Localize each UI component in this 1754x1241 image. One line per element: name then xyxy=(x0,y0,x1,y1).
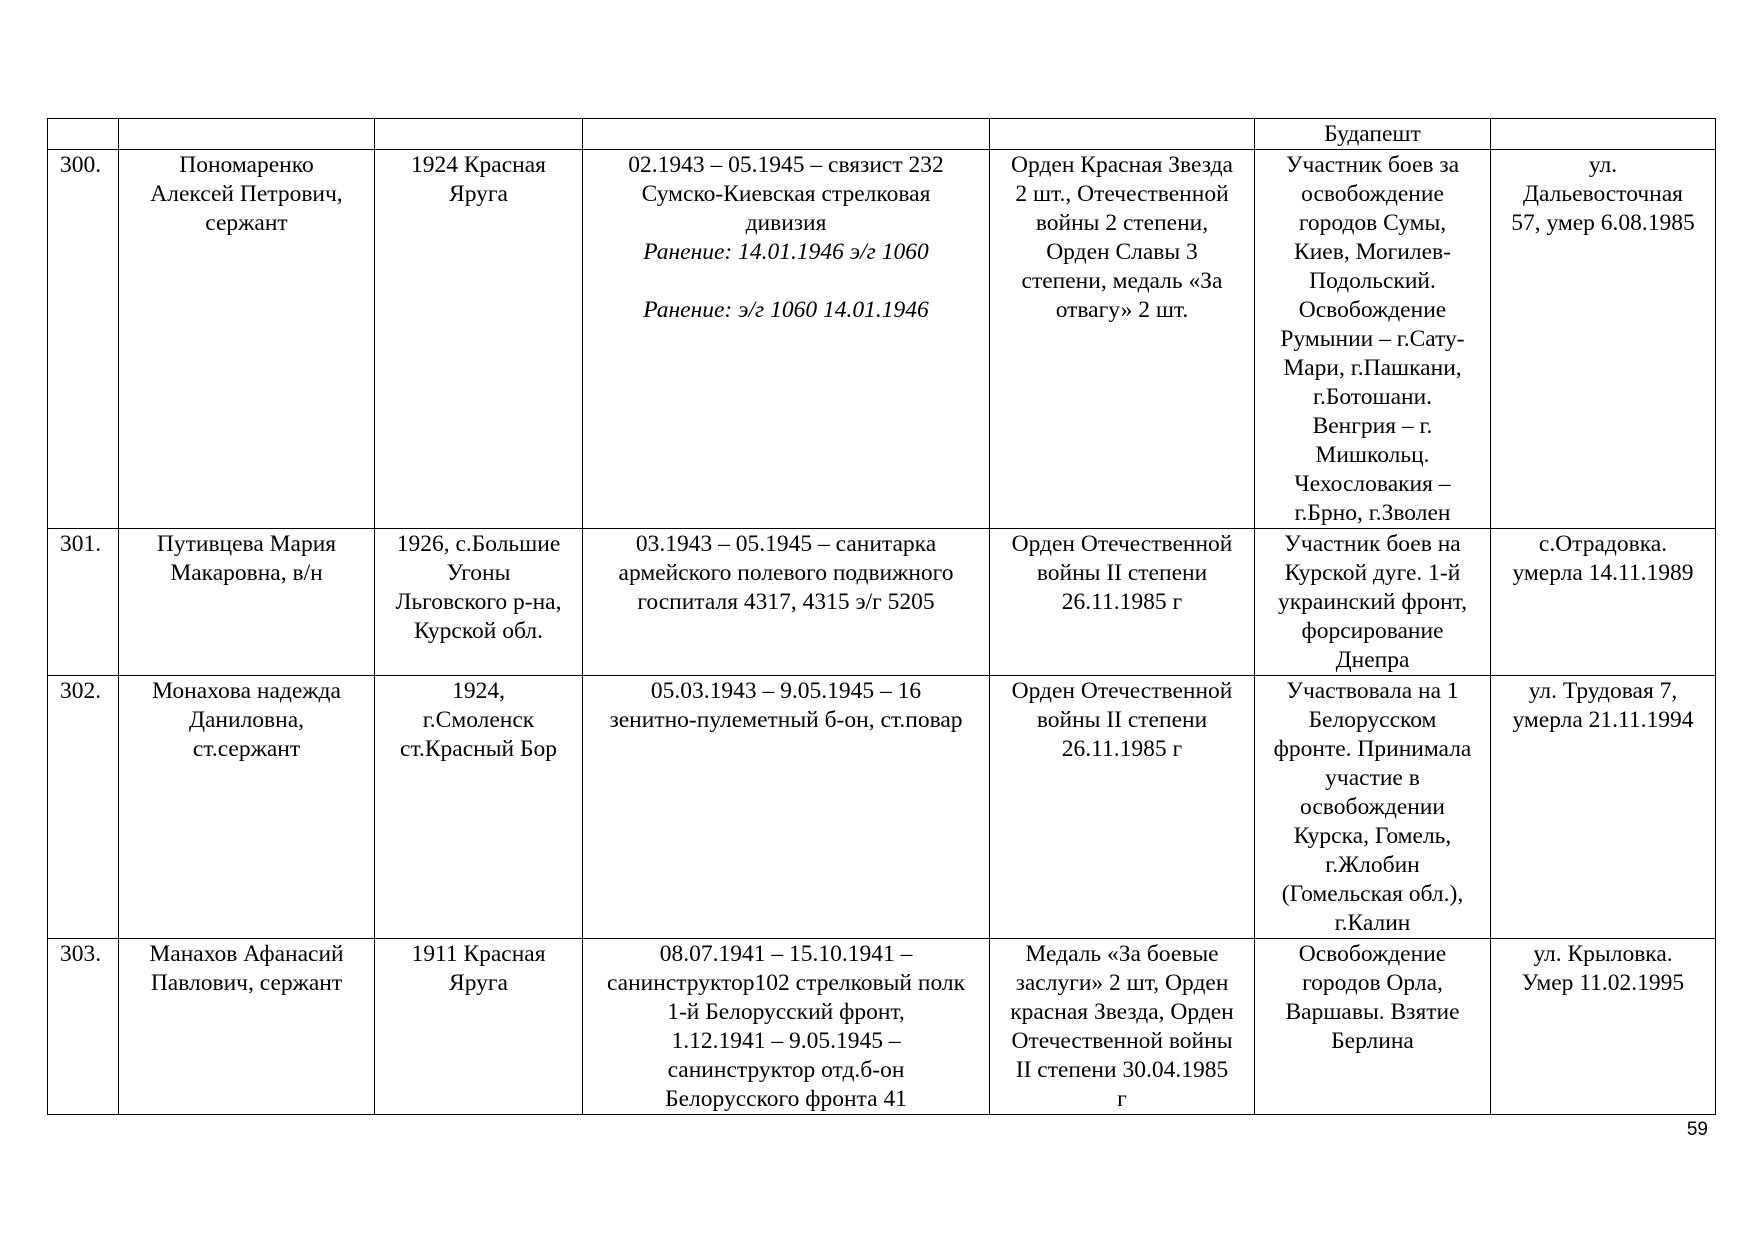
cell-battles xyxy=(1255,119,1491,150)
service-line: 1-й Белорусский фронт, xyxy=(667,999,905,1025)
cell-battles xyxy=(1255,939,1491,1115)
table-row xyxy=(48,529,1716,676)
battles-line: Днепра xyxy=(1335,647,1410,673)
birth-line: Яруга xyxy=(449,181,508,207)
battles-line: Варшавы. Взятие xyxy=(1285,999,1460,1025)
battles-line: Венгрия – г. xyxy=(1312,413,1433,439)
awards-line: Орден Красная Звезда xyxy=(1011,152,1233,178)
notes-line: Умер 11.02.1995 xyxy=(1521,970,1685,996)
birth-line: 1926, с.Большие xyxy=(396,531,561,557)
notes-line: умерла 21.11.1994 xyxy=(1512,707,1694,733)
battles-line: Киев, Могилев- xyxy=(1294,239,1451,265)
awards-line: степени, медаль «За xyxy=(1021,268,1223,294)
wound-note: Ранение: 14.01.1946 э/г 1060 xyxy=(643,239,929,265)
name-line: Путивцева Мария xyxy=(156,531,337,557)
cell-num xyxy=(48,119,119,150)
notes-line: ул. xyxy=(1588,152,1618,178)
table-row xyxy=(48,676,1716,939)
notes-line: 57, умер 6.08.1985 xyxy=(1511,210,1695,236)
service-line: Белорусского фронта 41 xyxy=(665,1086,907,1112)
cell-awards xyxy=(990,150,1255,529)
service-line: госпиталя 4317, 4315 э/г 5205 xyxy=(637,589,935,615)
birth-line: 1924, xyxy=(452,678,505,704)
name-line: Манахов Афанасий xyxy=(149,941,344,967)
service-line: 02.1943 – 05.1945 – связист 232 xyxy=(628,152,944,178)
awards-line: войны 2 степени, xyxy=(1035,210,1209,236)
battles-line: фронте. Принимала xyxy=(1273,736,1472,762)
cell-birth xyxy=(375,676,583,939)
cell-num: 303. xyxy=(48,939,119,1115)
awards-line: Отечественной войны xyxy=(1011,1028,1233,1054)
cell-service xyxy=(583,676,990,939)
cell-battles xyxy=(1255,150,1491,529)
name-line: Монахова надежда xyxy=(152,678,341,704)
battles-line: г.Брно, г.Зволен xyxy=(1294,500,1451,526)
cell-name xyxy=(119,150,375,529)
service-line: 05.03.1943 – 9.05.1945 – 16 xyxy=(650,678,922,704)
notes-line: умерла 14.11.1989 xyxy=(1512,560,1694,586)
service-line: 03.1943 – 05.1945 – санитарка xyxy=(635,531,937,557)
notes-line: с.Отрадовка. xyxy=(1538,531,1668,557)
awards-line: красная Звезда, Орден xyxy=(1010,999,1234,1025)
cell-service xyxy=(583,150,990,529)
battles-line: Курска, Гомель, xyxy=(1293,823,1452,849)
battles-line: Румынии – г.Сату- xyxy=(1280,326,1465,352)
birth-line: Угоны xyxy=(446,560,511,586)
cell-service xyxy=(583,529,990,676)
awards-line: Орден Отечественной xyxy=(1011,678,1233,704)
notes-line: Дальевосточная xyxy=(1523,181,1683,207)
name-line: ст.сержант xyxy=(192,736,301,762)
battles-line: г.Калин xyxy=(1334,910,1411,936)
birth-line: Курской обл. xyxy=(414,618,543,644)
battles-line: освобождении xyxy=(1300,794,1445,820)
cell-name xyxy=(119,119,375,150)
cell-birth xyxy=(375,939,583,1115)
battles-line: Подольский. xyxy=(1309,268,1436,294)
name-line: сержант xyxy=(205,210,288,236)
name-line: Даниловна, xyxy=(188,707,305,733)
veterans-table xyxy=(47,118,1716,1115)
cell-service xyxy=(583,119,990,150)
cell-name xyxy=(119,529,375,676)
birth-line: Яруга xyxy=(449,970,508,996)
wound-note: Ранение: э/г 1060 14.01.1946 xyxy=(643,297,929,323)
service-line: 08.07.1941 – 15.10.1941 – xyxy=(659,941,913,967)
service-line: Сумско-Киевская стрелковая xyxy=(641,181,931,207)
birth-line: г.Смоленск xyxy=(422,707,535,733)
battles-line: Мишкольц. xyxy=(1315,442,1430,468)
battles-line: Курской дуге. 1-й xyxy=(1284,560,1461,586)
battles-line: городов Орла, xyxy=(1302,970,1443,996)
cell-battles xyxy=(1255,676,1491,939)
cell-awards xyxy=(990,676,1255,939)
cell-notes xyxy=(1491,119,1716,150)
battles-line: освобождение xyxy=(1301,181,1444,207)
birth-line: Льговского р-на, xyxy=(395,589,562,615)
cell-birth xyxy=(375,150,583,529)
battles-line: городов Сумы, xyxy=(1298,210,1447,236)
service-line: армейского полевого подвижного xyxy=(618,560,954,586)
awards-line: войны II степени xyxy=(1036,707,1208,733)
name-line: Макаровна, в/н xyxy=(170,560,323,586)
awards-line: заслуги» 2 шт, Орден xyxy=(1015,970,1229,996)
battles-line: Освобождение xyxy=(1298,941,1447,967)
awards-line: 2 шт., Отечественной xyxy=(1015,181,1229,207)
name-line: Алексей Петрович, xyxy=(150,181,343,207)
cell-name xyxy=(119,939,375,1115)
service-line: санинструктор102 стрелковый полк xyxy=(606,970,966,996)
cell-notes xyxy=(1491,676,1716,939)
battles-line: участие в xyxy=(1325,765,1420,791)
battles-line: Мари, г.Пашкани, xyxy=(1283,355,1462,381)
cell-birth xyxy=(375,529,583,676)
awards-line: 26.11.1985 г xyxy=(1061,736,1183,762)
battles-line: г.Ботошани. xyxy=(1312,384,1433,410)
service-line: зенитно-пулеметный б-он, ст.повар xyxy=(609,707,963,733)
cell-awards xyxy=(990,939,1255,1115)
service-line: 1.12.1941 – 9.05.1945 – xyxy=(671,1028,901,1054)
name-line: Павлович, сержант xyxy=(150,970,343,996)
battles-line: (Гомельская обл.), xyxy=(1281,881,1464,907)
continuation-row xyxy=(48,119,1716,150)
cell-num: 301. xyxy=(48,529,119,676)
battles-line: г.Жлобин xyxy=(1325,852,1420,878)
cell-notes xyxy=(1491,529,1716,676)
cell-num: 300. xyxy=(48,150,119,529)
page-number: 59 xyxy=(1686,1119,1708,1140)
awards-line: отвагу» 2 шт. xyxy=(1055,297,1189,323)
line-gap xyxy=(586,267,986,296)
cell-num: 302. xyxy=(48,676,119,939)
notes-line: ул. Трудовая 7, xyxy=(1528,678,1678,704)
battles-line: Будапешт xyxy=(1324,121,1421,147)
table-row xyxy=(48,939,1716,1115)
battles-line: Чехословакия – xyxy=(1294,471,1451,497)
service-line: дивизия xyxy=(745,210,827,236)
battles-line: Белорусском xyxy=(1308,707,1437,733)
awards-line: Орден Славы 3 xyxy=(1046,239,1198,265)
name-line: Пономаренко xyxy=(179,152,314,178)
cell-awards xyxy=(990,529,1255,676)
cell-awards xyxy=(990,119,1255,150)
birth-line: 1924 Красная xyxy=(411,152,546,178)
birth-line: ст.Красный Бор xyxy=(400,736,557,762)
service-line: санинструктор отд.б-он xyxy=(667,1057,905,1083)
cell-notes xyxy=(1491,939,1716,1115)
awards-line: II степени 30.04.1985 xyxy=(1015,1057,1229,1083)
awards-line: 26.11.1985 г xyxy=(1061,589,1183,615)
battles-line: Берлина xyxy=(1331,1028,1414,1054)
awards-line: Медаль «За боевые xyxy=(1025,941,1219,967)
battles-line: Освобождение xyxy=(1298,297,1447,323)
cell-service xyxy=(583,939,990,1115)
awards-line: войны II степени xyxy=(1036,560,1208,586)
awards-line: г xyxy=(1117,1086,1127,1112)
battles-line: Участник боев за xyxy=(1285,152,1460,178)
cell-name xyxy=(119,676,375,939)
battles-line: Участвовала на 1 xyxy=(1286,678,1459,704)
notes-line: ул. Крыловка. xyxy=(1533,941,1673,967)
birth-line: 1911 Красная xyxy=(411,941,546,967)
battles-line: Участник боев на xyxy=(1284,531,1461,557)
awards-line: Орден Отечественной xyxy=(1011,531,1233,557)
table-row xyxy=(48,150,1716,529)
cell-notes xyxy=(1491,150,1716,529)
battles-line: украинский фронт, xyxy=(1277,589,1468,615)
cell-birth xyxy=(375,119,583,150)
cell-battles xyxy=(1255,529,1491,676)
battles-line: форсирование xyxy=(1301,618,1444,644)
